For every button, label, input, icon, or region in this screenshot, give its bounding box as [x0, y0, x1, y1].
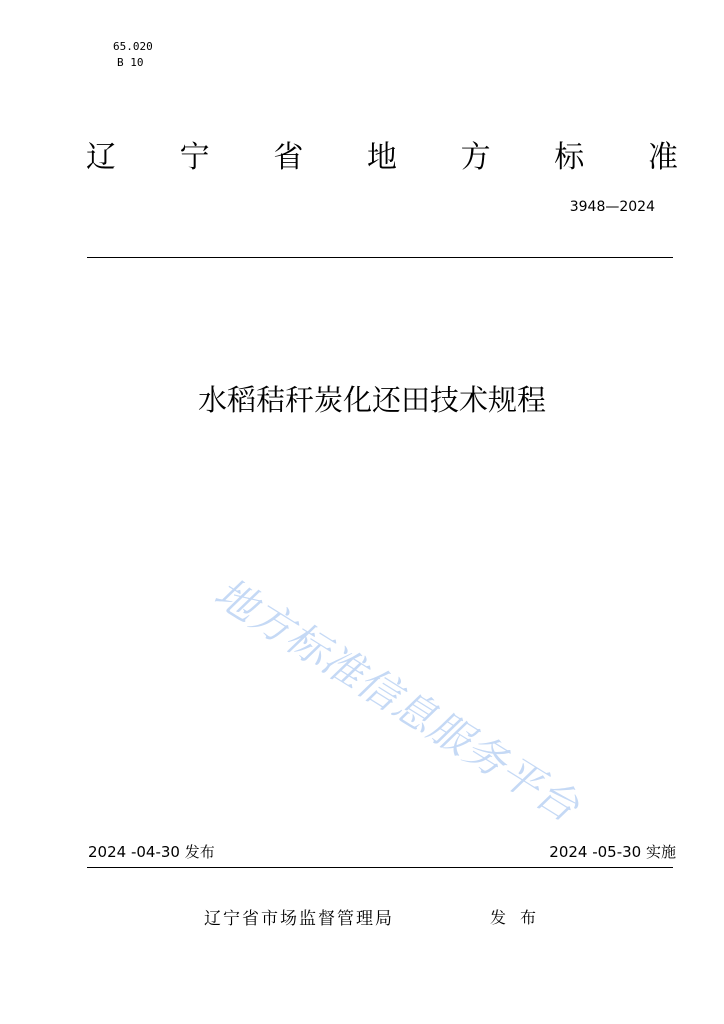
publisher-name: 辽宁省市场监督管理局 [204, 909, 394, 929]
standard-type-char: 标 [554, 140, 585, 175]
standard-type-char: 方 [460, 140, 491, 175]
standard-type-heading [86, 138, 678, 178]
standard-number: 3948—2024 [569, 199, 655, 215]
watermark: 地方标准信息服务平台 [206, 568, 588, 832]
standard-type-char: 准 [647, 140, 678, 175]
top-divider [87, 257, 673, 258]
standard-type-char: 地 [366, 140, 397, 175]
bottom-divider [87, 867, 673, 868]
ccs-code: B 10 [117, 56, 144, 69]
standard-type-char: 宁 [179, 140, 210, 175]
implementation-date: 2024 -05-30 实施 [549, 843, 676, 861]
standard-type-char: 辽 [86, 140, 116, 175]
issue-date: 2024 -04-30 发布 [88, 843, 215, 861]
publish-label: 发布 [490, 908, 551, 927]
standard-type-char: 省 [273, 140, 304, 175]
document-title: 水稻秸秆炭化还田技术规程 [197, 383, 546, 417]
ics-code: 65.020 [113, 40, 153, 53]
